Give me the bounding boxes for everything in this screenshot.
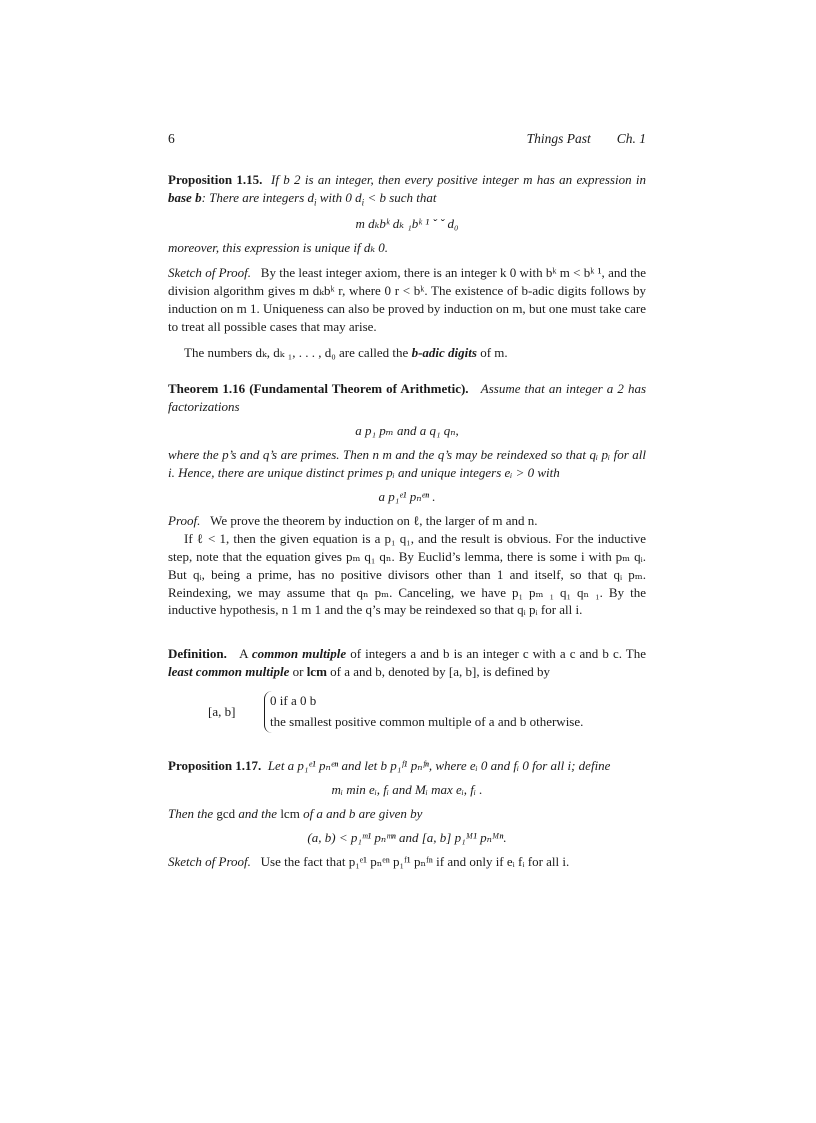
term-lcm: lcm [280,805,300,821]
case-positive: the smallest positive common multiple of a and b otherwise. [270,714,584,730]
term-common-multiple: common multiple [251,646,347,662]
sketch-label: Sketch of Proof. [168,853,251,869]
lcm-lhs: [a, b] [208,704,236,720]
sketch-text: Use the fact that p₁ᵉ¹ pₙᵉⁿ p₁ᶠ¹ pₙᶠⁿ if and only if eᵢ fᵢ for all i. [260,853,570,869]
definition-lcm: Definition. A common multiple of integers a and b is an integer c with a c and b c. The least common multiple or lcm of a and b, denoted by [a, b], is defined by [a, b] 0 if a 0 b the smallest positive common multiple of a and b otherwise. [168,645,646,732]
uniqueness-clause: moreover, this expression is unique if dₖ 0. [168,239,389,255]
term-base-b: base b [168,189,202,205]
equation-factorizations: a p₁ pₘ and a q₁ qₙ, [355,423,459,438]
page [168,130,646,889]
proposition-1-17: Proposition 1.17. Let a p₁ᵉ¹ pₙᵉⁿ and let b p₁ᶠ¹ pₙᶠⁿ, where eᵢ 0 and fᵢ 0 for all i; define mᵢ min eᵢ, fᵢ and Mᵢ max eᵢ, fᵢ . Then the gcd and the lcm of a and b are given by (a, b) < p₁ᵐ¹ pₙᵐⁿ and [a, b] p₁ᴹ¹ pₙᴹⁿ. Sketch of Proof. Use the fact that p₁ᵉ¹ pₙᵉⁿ p₁ᶠ¹ pₙᶠⁿ if and only if eᵢ fᵢ for all i. [168,757,646,871]
term-least-common-multiple: least common multiple [168,664,290,680]
sketch-text: By the least integer axiom, there is an integer k 0 with bᵏ m < bᵏ ¹, and the division algorithm gives m dₖbᵏ r, where 0 r < bᵏ. The existence of b-adic digits follows by induction on m 1. Uniqueness can also be proved by induction on m, but one must take care to treat all possible cases that may arise. [168,265,646,335]
lcm-cases [208,691,646,733]
equation-expansion: m dₖbᵏ dₖ ₁bᵏ ¹ ˇ ˇ d₀ [355,215,459,231]
proposition-1-15: Proposition 1.15. If b 2 is an integer, then every positive integer m has an expression in base b: There are integers $d_i$ with 0 $d_i < b$ such that m dₖbᵏ dₖ ₁bᵏ ¹ ˇ ˇ d₀ moreover, this expression is unique if dₖ 0. Sketch of Proof. By the least integer axiom, there is an integer k 0 with bᵏ m < bᵏ ¹, and the division algorithm gives m dₖbᵏ r, where 0 r < bᵏ. The existence of b-adic digits follows by induction on m 1. Uniqueness can also be proved by induction on m, but one must take care to treat all possible cases that may arise. The numbers dₖ, dₖ ₁, . . . , d₀ are called the b-adic digits of m. [168,171,646,361]
running-header [168,130,646,149]
proof-body: If ℓ < 1, then the given equation is a p₁ q₁, and the result is obvious. For the inductive step, note that the equation gives pₘ q₁ qₙ. By Euclid’s lemma, there is some i with pₘ qᵢ. But qᵢ, being a prime, has no positive divisors other than 1 and itself, so that qᵢ pₘ. Reindexing, we may assume that qₙ pₘ. Canceling, we have p₁ pₘ ₁ q₁ qₙ ₁. By the inductive hypothesis, n 1 m 1 and the q’s may be reindexed so that qᵢ pᵢ for all i. [168,530,646,618]
proof-label: Proof. [168,512,201,528]
running-title: Things Past [526,131,591,146]
proposition-label: Proposition 1.15. [168,171,263,187]
equation-min-max: mᵢ min eᵢ, fᵢ and Mᵢ max eᵢ, fᵢ . [331,781,483,797]
equation-gcd-lcm: (a, b) < p₁ᵐ¹ pₙᵐⁿ and [a, b] p₁ᴹ¹ pₙᴹⁿ. [307,829,507,845]
theorem-1-16: Theorem 1.16 (Fundamental Theorem of Arithmetic). Assume that an integer a 2 has factorizations a p₁ pₘ and a q₁ qₙ, where the p’s and q’s are primes. Then n m and the q’s may be reindexed so that qᵢ pᵢ for all i. Hence, there are unique distinct primes pᵢ and unique integers eᵢ > 0 with a p₁ᵉ¹ pₙᵉⁿ . Proof. We prove the theorem by induction on ℓ, the larger of m and n. If ℓ < 1, then the given equation is a p₁ q₁, and the result is obvious. For the inductive step, note that the equation gives pₘ q₁ qₙ. By Euclid’s lemma, there is some i with pₘ qᵢ. But qᵢ, being a prime, has no positive divisors other than 1 and itself, so that qᵢ pₘ. Reindexing, we may assume that qₙ pₘ. Canceling, we have p₁ pₘ ₁ q₁ qₙ ₁. By the inductive hypothesis, n 1 m 1 and the q’s may be reindexed so that qᵢ pᵢ for all i. [168,381,647,618]
sketch-label: Sketch of Proof. [168,265,251,281]
term-gcd: gcd [216,805,236,821]
equation-prime-powers: a p₁ᵉ¹ pₙᵉⁿ . [378,488,436,504]
term-b-adic-digits: b-adic digits [411,345,477,361]
theorem-statement: where the p’s and q’s are primes. Then n m and the q’s may be reindexed so that qᵢ pᵢ for all i. Hence, there are unique distinct primes pᵢ and unique integers eᵢ > 0 with [168,446,646,480]
term-lcm: lcm [306,664,327,680]
theorem-label: Theorem 1.16 (Fundamental Theorem of Arithmetic). [168,381,469,397]
proposition-label: Proposition 1.17. [168,757,262,773]
page-number: 6 [168,131,175,146]
case-zero: 0 if a 0 b [270,693,317,709]
chapter-label: Ch. 1 [616,131,646,146]
definition-label: Definition. [168,646,227,662]
